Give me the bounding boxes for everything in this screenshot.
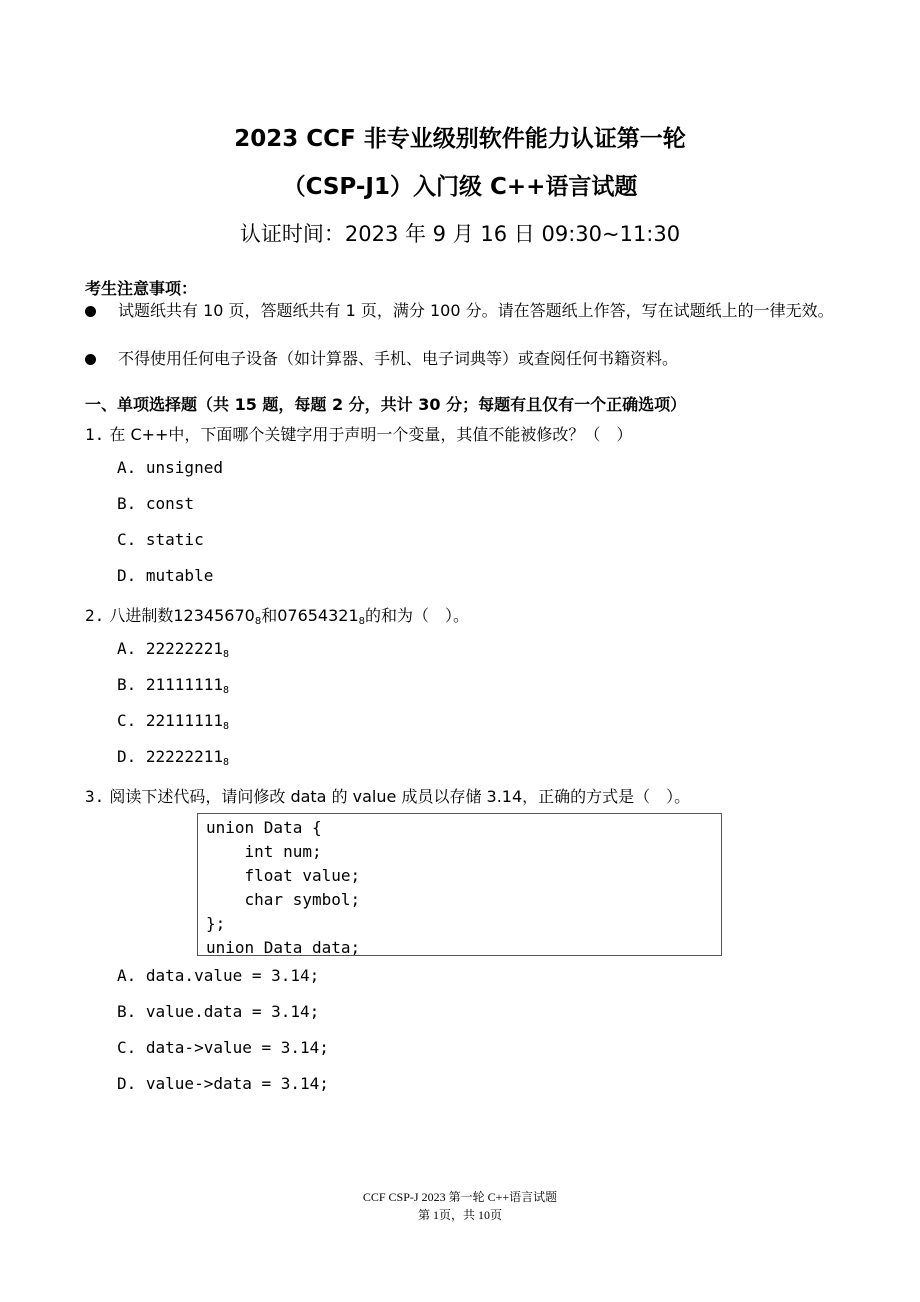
question-1 bbox=[85, 422, 632, 445]
code-line: char symbol; bbox=[206, 890, 361, 909]
question-text: 阅读下述代码，请问修改 data 的 value 成员以存储 3.14，正确的方式是（ ）。 bbox=[109, 787, 691, 806]
code-line: }; bbox=[206, 914, 226, 933]
option-b: B. value.data = 3.14; bbox=[117, 1002, 320, 1021]
page-number: 第 1页，共 10页 bbox=[417, 1208, 502, 1222]
base-subscript: 8 bbox=[222, 649, 229, 660]
question-number: 2. bbox=[85, 606, 105, 625]
footer-title: CCF CSP-J 2023 第一轮 C++语言试题 bbox=[362, 1190, 558, 1204]
option-d: D. $22222211_8$ bbox=[117, 747, 229, 768]
question-2 bbox=[85, 603, 469, 627]
option-c: C. data->value = 3.14; bbox=[117, 1038, 329, 1057]
code-line: union Data { bbox=[206, 818, 322, 837]
base-subscript: 8 bbox=[222, 757, 229, 768]
option-a: A. data.value = 3.14; bbox=[117, 966, 320, 985]
question-number: 3. bbox=[85, 787, 105, 806]
question-3 bbox=[85, 784, 690, 807]
option-b: B. const bbox=[117, 494, 195, 513]
octal-number-1: 12345670 bbox=[173, 606, 255, 625]
exam-title: 2023 CCF 非专业级别软件能力认证第一轮 bbox=[234, 126, 686, 152]
notice-item-text: 不得使用任何电子设备（如计算器、手机、电子词典等）或查阅任何书籍资料。 bbox=[118, 349, 679, 368]
base-subscript: 8 bbox=[358, 616, 366, 627]
question-text: 在 C++中，下面哪个关键字用于声明一个变量，其值不能被修改？（ ） bbox=[109, 425, 633, 444]
notice-item bbox=[85, 347, 845, 373]
question-text-pre: 八进制数 bbox=[109, 606, 174, 625]
option-d: D. mutable bbox=[117, 566, 214, 585]
option-a: A. unsigned bbox=[117, 458, 223, 477]
code-block bbox=[197, 813, 722, 956]
question-text-post: 的和为（ ）。 bbox=[365, 606, 470, 625]
notice-heading: 考生注意事项： bbox=[85, 279, 198, 298]
option-c: C. static bbox=[117, 530, 204, 549]
option-a: A. $22222221_8$ bbox=[117, 639, 229, 660]
notice-item bbox=[85, 299, 845, 349]
octal-number-2: 07654321 bbox=[277, 606, 359, 625]
code-line: int num; bbox=[206, 842, 322, 861]
question-number: 1. bbox=[85, 425, 105, 444]
section-heading: 一、单项选择题（共 15 题，每题 2 分，共计 30 分；每题有且仅有一个正确选项） bbox=[85, 395, 687, 414]
notice-item-text: 试题纸共有 10 页，答题纸共有 1 页，满分 100 分。请在答题纸上作答，写在试题纸上的一律无效。 bbox=[118, 301, 834, 320]
option-c: C. $22111111_8$ bbox=[117, 711, 229, 732]
question-text-mid: 和 bbox=[261, 606, 278, 625]
exam-subtitle: （CSP-J1）入门级 C++语言试题 bbox=[282, 174, 638, 200]
bullet-icon bbox=[85, 354, 96, 365]
exam-time: 认证时间：2023 年 9 月 16 日 09:30~11:30 bbox=[239, 222, 681, 246]
base-subscript: 8 bbox=[222, 685, 229, 696]
code-line: float value; bbox=[206, 866, 361, 885]
base-subscript: 8 bbox=[222, 721, 229, 732]
option-d: D. value->data = 3.14; bbox=[117, 1074, 329, 1093]
option-b: B. $21111111_8$ bbox=[117, 675, 229, 696]
base-subscript: 8 bbox=[254, 616, 262, 627]
code-line: union Data data; bbox=[206, 938, 361, 957]
bullet-icon bbox=[85, 306, 96, 317]
